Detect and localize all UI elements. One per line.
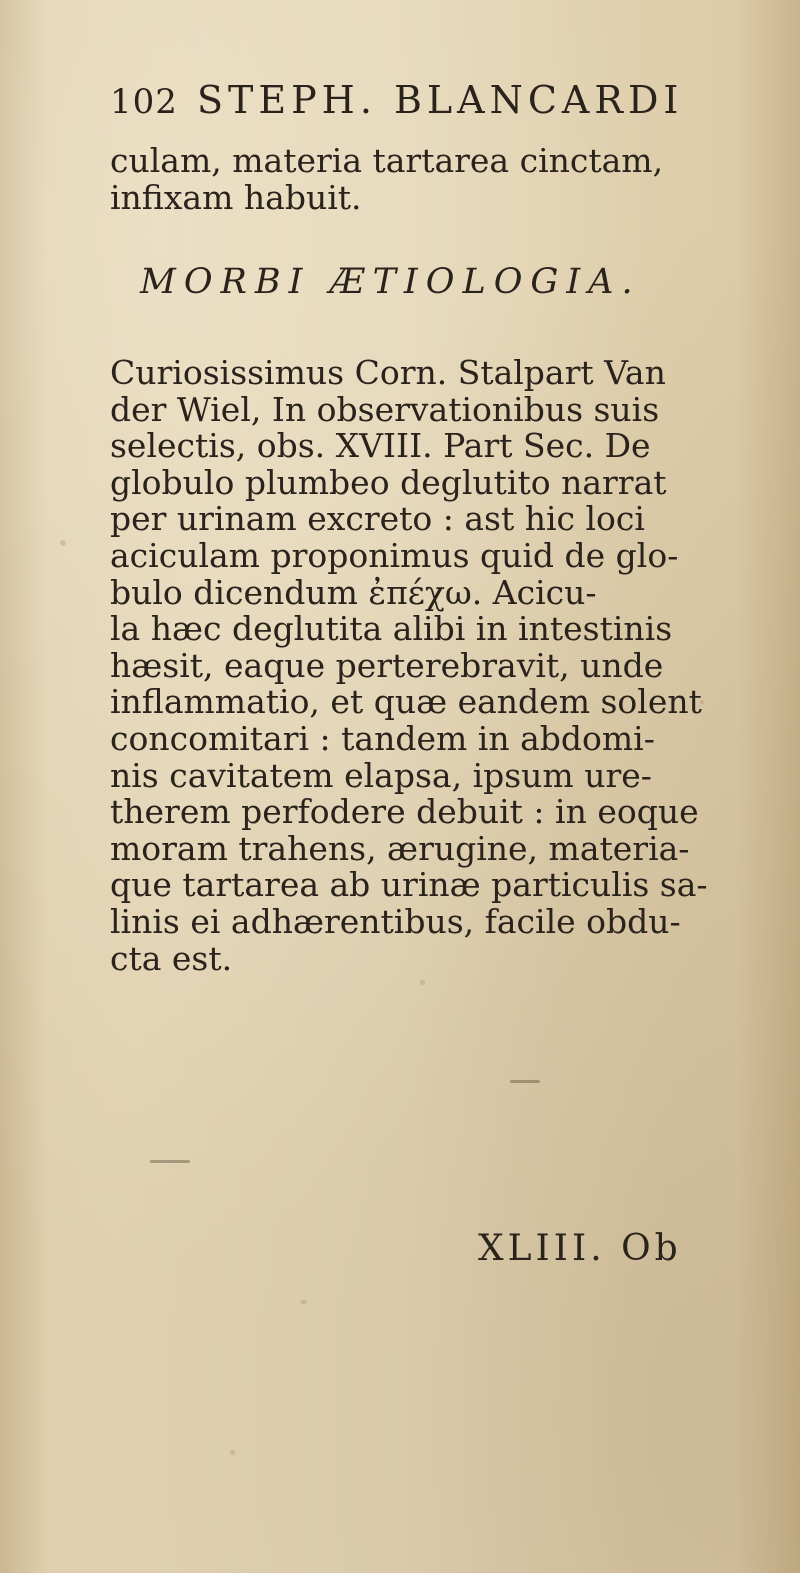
text-line: culam, materia tartarea cinctam,	[110, 141, 664, 180]
text-line: therem perfodere debuit : in eoque	[110, 792, 699, 832]
text-line: inflammatio, et quæ eandem solent	[110, 682, 702, 722]
text-line: per urinam excreto : ast hic loci	[110, 499, 645, 539]
text-line: selectis, obs. XVIII. Part Sec. De	[110, 426, 651, 466]
text-line: la hæc deglutita alibi in intestinis	[110, 609, 673, 649]
text-line: infixam habuit.	[110, 178, 362, 217]
text-line: hæsit, eaque perterebravit, unde	[110, 645, 664, 685]
text-line: aciculam proponimus quid de glo-	[110, 535, 679, 575]
text-line: concomitari : tandem in abdomi-	[110, 718, 655, 758]
opening-text	[110, 142, 790, 216]
ink-mark	[510, 1080, 540, 1083]
paper-stain	[60, 540, 66, 546]
paper-stain	[420, 980, 425, 985]
text-line: Curiosissimus Corn. Stalpart Van	[110, 353, 666, 392]
text-line: nis cavitatem elapsa, ipsum ure-	[110, 755, 652, 795]
text-line: der Wiel, In observationibus suis	[110, 389, 660, 429]
text-line: cta est.	[110, 938, 233, 978]
body-paragraph	[110, 355, 790, 977]
text-line: moram trahens, ærugine, materia-	[110, 828, 690, 868]
page-header	[110, 78, 770, 138]
running-head: STEPH. BLANCARDI	[197, 78, 684, 122]
ink-mark	[150, 1160, 190, 1163]
paper-stain	[300, 1300, 307, 1304]
text-line: linis ei adhærentibus, facile obdu-	[110, 901, 681, 941]
text-line: que tartarea ab urinæ particulis sa-	[110, 865, 708, 905]
page-number: 102	[110, 82, 178, 122]
paper-stain	[230, 1450, 235, 1455]
text-line: bulo dicendum ἐπέχω. Acicu-	[110, 572, 597, 612]
section-heading: MORBI ÆTIOLOGIA.	[140, 262, 641, 302]
text-line: globulo plumbeo deglutito narrat	[110, 462, 667, 502]
catchword: XLIII. Ob	[478, 1228, 682, 1269]
